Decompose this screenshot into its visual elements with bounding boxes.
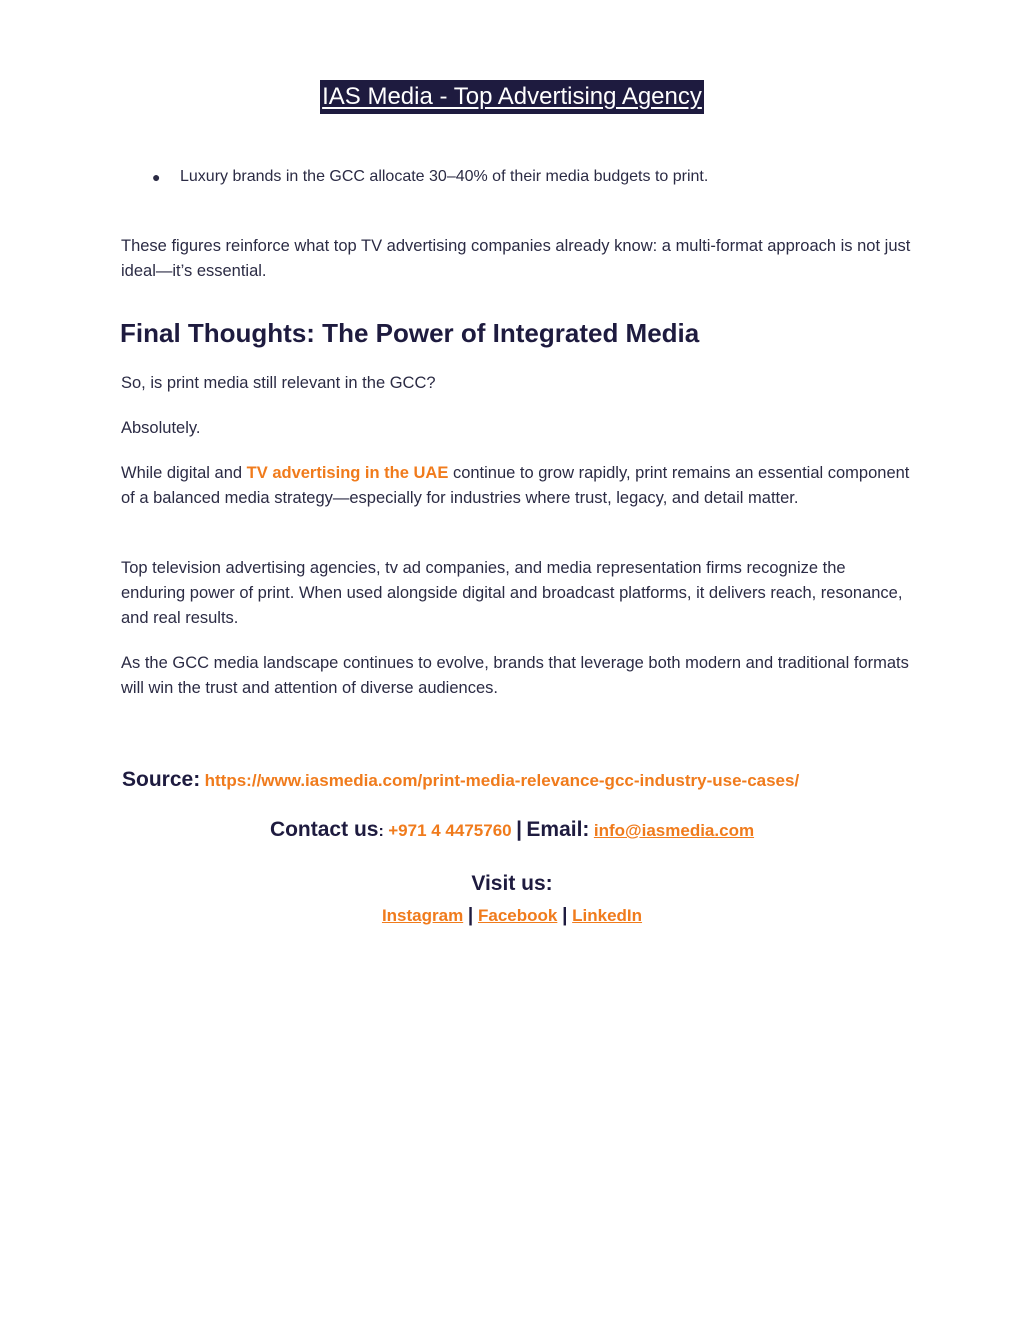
- bullet-marker: ●: [152, 169, 161, 185]
- banner-wrap: [0, 80, 1024, 114]
- facebook-link[interactable]: Facebook: [477, 906, 558, 925]
- paragraph-digital-before: While digital and: [121, 464, 247, 482]
- phone-link[interactable]: +971 4 4475760: [388, 821, 512, 840]
- contact-colon: :: [378, 823, 384, 840]
- intro-paragraph: These figures reinforce what top TV advertising companies already know: a multi-format approach is not just ideal—it’s essential.: [121, 237, 911, 280]
- instagram-link[interactable]: Instagram: [381, 906, 464, 925]
- bullet-list: [152, 165, 708, 189]
- section-heading: Final Thoughts: The Power of Integrated Media: [120, 318, 700, 348]
- banner-title[interactable]: IAS Media - Top Advertising Agency: [320, 80, 704, 114]
- answer-paragraph: Absolutely.: [121, 419, 201, 437]
- paragraph-agencies: Top television advertising agencies, tv ad companies, and media representation firms recognize the enduring power of print. When used alongside digital and broadcast platforms, it delivers reach, resonance, and real results.: [121, 559, 903, 627]
- visit-line: [0, 872, 1024, 896]
- contact-line: [0, 818, 1024, 842]
- visit-label: Visit us:: [471, 872, 553, 895]
- social-links: [0, 905, 1024, 927]
- source-url-link[interactable]: https://www.iasmedia.com/print-media-relevance-gcc-industry-use-cases/: [204, 771, 800, 790]
- contact-separator: |: [516, 818, 522, 841]
- social-separator: |: [467, 905, 474, 926]
- linkedin-link[interactable]: LinkedIn: [572, 906, 643, 925]
- paragraph-digital-after: continue to grow rapidly, print remains an essential component of a balanced media strategy—especially for industries where trust, legacy, and detail matter.: [121, 464, 910, 507]
- paragraph-landscape: As the GCC media landscape continues to evolve, brands that leverage both modern and traditional formats will win the trust and attention of diverse audiences.: [121, 654, 909, 697]
- list-item: [152, 165, 708, 189]
- paragraph-digital: [121, 461, 911, 511]
- contact-label: Contact us: [269, 818, 379, 841]
- source-line: [122, 768, 799, 792]
- bullet-text: Luxury brands in the GCC allocate 30–40% of their media budgets to print.: [180, 168, 709, 185]
- tv-advertising-uae-link[interactable]: TV advertising in the UAE: [246, 464, 449, 482]
- source-label: Source:: [122, 768, 201, 791]
- social-separator: |: [562, 905, 568, 926]
- question-paragraph: So, is print media still relevant in the GCC?: [121, 374, 436, 392]
- email-label: Email:: [526, 818, 590, 841]
- email-link[interactable]: info@iasmedia.com: [593, 821, 755, 840]
